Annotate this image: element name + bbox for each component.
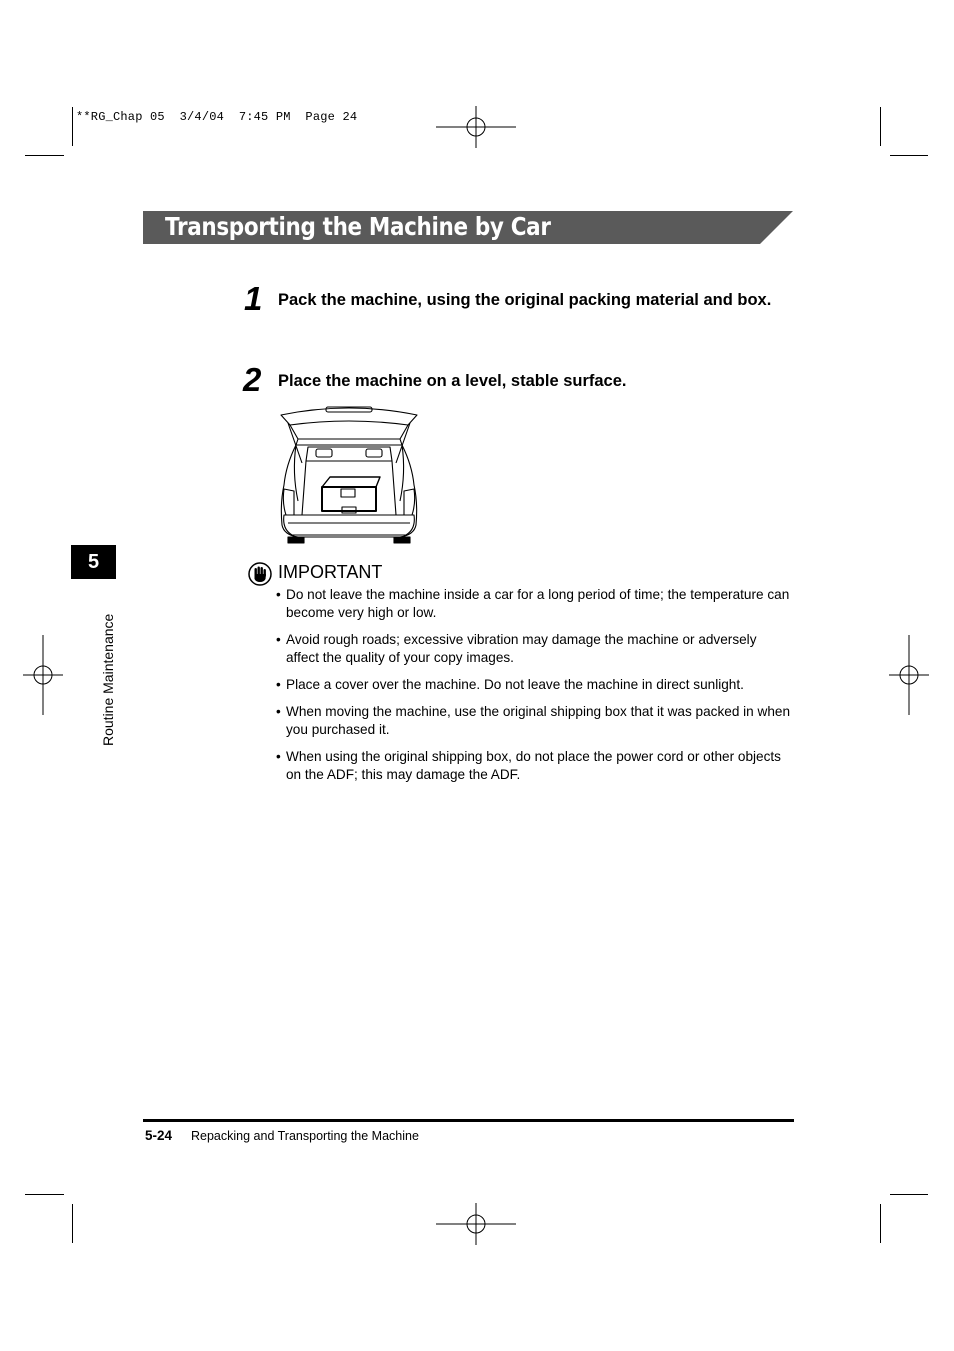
stop-hand-icon: [248, 562, 272, 586]
list-item: • Place a cover over the machine. Do not leave the machine in direct sunlight.: [276, 677, 744, 692]
page-number: 5-24: [145, 1128, 173, 1143]
footer-rule: [143, 1119, 794, 1122]
chapter-side-label: Routine Maintenance: [100, 613, 116, 746]
registration-mark-right: [889, 635, 929, 715]
car-trunk-illustration: [278, 403, 420, 547]
chapter-tab: 5: [71, 545, 116, 579]
step-2-text: Place the machine on a level, stable surface.: [278, 372, 627, 390]
list-item: • When using the original shipping box, do not place the power cord or other objects on the ADF; this may damage the ADF.: [276, 749, 781, 782]
important-list: [276, 586, 791, 793]
print-slug: **RG_Chap 05 3/4/04 7:45 PM Page 24: [76, 110, 358, 124]
list-item: • Avoid rough roads; excessive vibration may damage the machine or adversely affect the quality of your copy images.: [276, 632, 757, 665]
registration-mark-top: [436, 106, 516, 148]
page-title: Transporting the Machine by Car: [165, 212, 551, 241]
step-2-number: 2: [243, 361, 262, 398]
step-1-number: 1: [244, 280, 263, 317]
footer-section-title: Repacking and Transporting the Machine: [191, 1129, 419, 1143]
registration-mark-bottom: [436, 1203, 516, 1245]
list-item: • Do not leave the machine inside a car for a long period of time; the temperature can become very high or low.: [276, 587, 790, 620]
list-item: • When moving the machine, use the original shipping box that it was packed in when you purchased it.: [276, 704, 791, 737]
registration-mark-left: [23, 635, 63, 715]
important-label: IMPORTANT: [278, 562, 383, 582]
step-1-text: Pack the machine, using the original packing material and box.: [278, 291, 772, 309]
